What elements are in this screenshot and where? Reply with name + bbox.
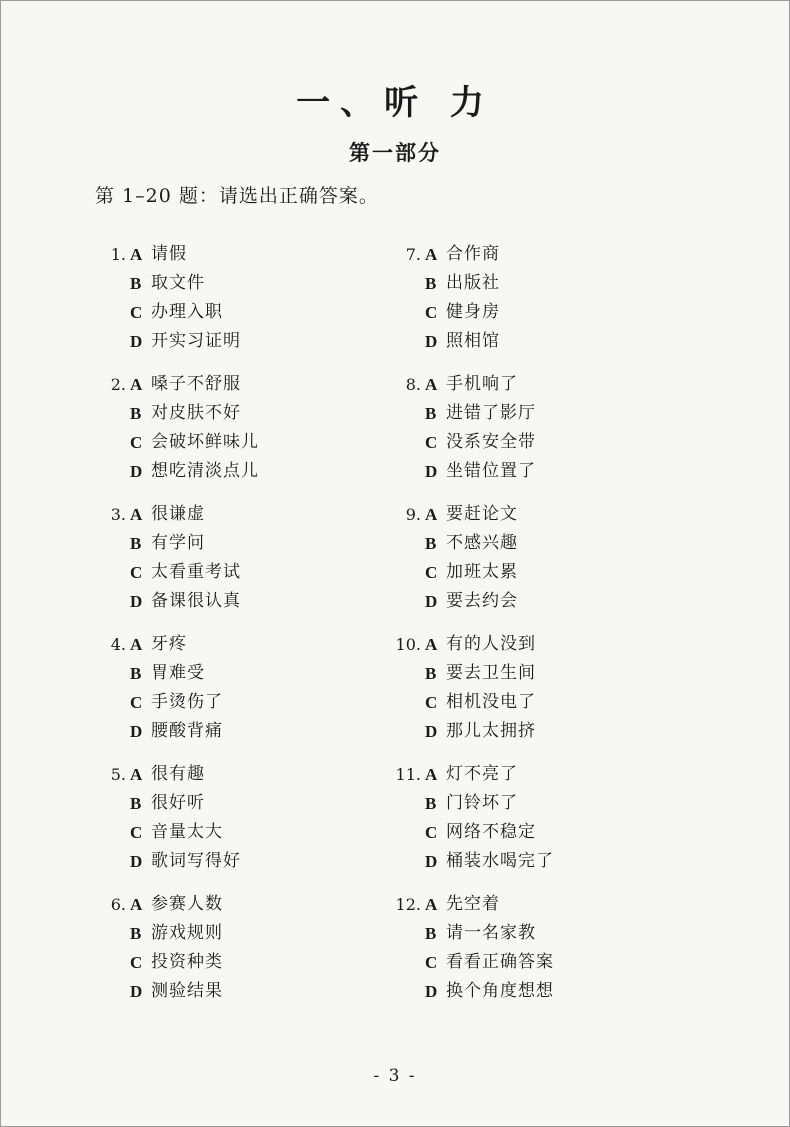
option-text: 合作商 <box>446 244 500 264</box>
option-letter: B <box>130 794 142 813</box>
option-letter: D <box>425 982 438 1001</box>
question-number: 3. <box>110 505 126 524</box>
option-letter: A <box>130 375 143 394</box>
option-letter: C <box>425 563 438 582</box>
option-text: 进错了影厅 <box>446 403 536 423</box>
option-letter: D <box>425 332 438 351</box>
option-letter: B <box>425 924 437 943</box>
option-text: 有的人没到 <box>446 634 536 654</box>
option-text: 加班太累 <box>446 562 518 582</box>
option-text: 想吃清淡点儿 <box>151 461 259 481</box>
option-letter: D <box>130 462 143 481</box>
option-text: 那儿太拥挤 <box>446 721 536 741</box>
option-text: 胃难受 <box>151 663 205 683</box>
option-letter: D <box>425 462 438 481</box>
option-text: 要去卫生间 <box>446 663 536 683</box>
option-letter: C <box>130 953 143 972</box>
option-letter: A <box>130 635 143 654</box>
option-letter: B <box>425 274 437 293</box>
option-letter: B <box>130 274 142 293</box>
option-letter: C <box>425 433 438 452</box>
option-text: 办理入职 <box>151 302 223 322</box>
question-number: 10. <box>395 635 421 654</box>
option-letter: C <box>425 953 438 972</box>
option-letter: B <box>425 404 437 423</box>
option-text: 健身房 <box>446 302 500 322</box>
option-text: 要去约会 <box>446 591 518 611</box>
part-title: 第一部分 <box>349 140 441 165</box>
option-letter: D <box>130 592 143 611</box>
option-text: 请假 <box>151 244 187 264</box>
option-text: 网络不稳定 <box>446 822 536 842</box>
question-number: 1. <box>110 245 126 264</box>
option-text: 灯不亮了 <box>446 764 518 784</box>
option-letter: D <box>130 982 143 1001</box>
section-title: 一、听 力 <box>296 83 494 123</box>
option-text: 很好听 <box>151 793 205 813</box>
question-number: 7. <box>405 245 421 264</box>
question-number: 5. <box>110 765 126 784</box>
option-text: 出版社 <box>446 273 500 293</box>
option-letter: A <box>130 245 143 264</box>
option-text: 取文件 <box>151 273 205 293</box>
option-text: 投资种类 <box>151 952 223 972</box>
option-text: 没系安全带 <box>446 432 536 452</box>
option-text: 不感兴趣 <box>446 533 518 553</box>
question-number: 11. <box>395 765 421 784</box>
option-text: 对皮肤不好 <box>151 403 241 423</box>
option-letter: A <box>425 765 438 784</box>
option-text: 参赛人数 <box>151 894 223 914</box>
page-number: - 3 - <box>373 1066 417 1086</box>
option-letter: B <box>425 664 437 683</box>
option-text: 开实习证明 <box>151 331 241 351</box>
option-letter: A <box>130 505 143 524</box>
option-text: 换个角度想想 <box>446 981 554 1001</box>
option-letter: C <box>130 693 143 712</box>
option-text: 很有趣 <box>151 764 205 784</box>
instructions: 第 1–20 题：请选出正确答案。 <box>95 185 379 207</box>
option-letter: B <box>425 794 437 813</box>
option-text: 桶装水喝完了 <box>446 851 554 871</box>
option-letter: C <box>425 303 438 322</box>
question-number: 6. <box>110 895 126 914</box>
option-text: 测验结果 <box>151 981 223 1001</box>
option-letter: D <box>130 722 143 741</box>
option-text: 牙疼 <box>151 634 187 654</box>
option-letter: B <box>130 664 142 683</box>
option-letter: C <box>425 823 438 842</box>
option-letter: A <box>425 895 438 914</box>
option-text: 手烫伤了 <box>151 692 223 712</box>
option-letter: B <box>130 924 142 943</box>
option-text: 先空着 <box>446 894 500 914</box>
option-letter: D <box>425 852 438 871</box>
option-letter: B <box>130 534 142 553</box>
option-letter: A <box>425 375 438 394</box>
option-letter: C <box>130 303 143 322</box>
option-text: 备课很认真 <box>151 591 241 611</box>
option-text: 音量太大 <box>151 822 223 842</box>
option-text: 游戏规则 <box>151 923 223 943</box>
option-letter: C <box>130 823 143 842</box>
option-letter: A <box>425 245 438 264</box>
option-text: 有学问 <box>151 533 205 553</box>
option-text: 坐错位置了 <box>446 461 536 481</box>
option-letter: C <box>130 563 143 582</box>
option-letter: C <box>130 433 143 452</box>
option-text: 手机响了 <box>446 374 518 394</box>
question-number: 8. <box>405 375 421 394</box>
option-text: 歌词写得好 <box>151 851 241 871</box>
option-letter: A <box>130 765 143 784</box>
question-number: 12. <box>395 895 421 914</box>
option-letter: B <box>425 534 437 553</box>
option-letter: D <box>425 592 438 611</box>
option-text: 腰酸背痛 <box>151 721 223 741</box>
question-number: 2. <box>110 375 126 394</box>
option-text: 照相馆 <box>446 331 500 351</box>
option-letter: D <box>130 852 143 871</box>
question-number: 9. <box>405 505 421 524</box>
option-letter: D <box>425 722 438 741</box>
option-text: 请一名家教 <box>446 923 536 943</box>
option-letter: D <box>130 332 143 351</box>
option-letter: C <box>425 693 438 712</box>
option-text: 门铃坏了 <box>446 793 518 813</box>
option-letter: B <box>130 404 142 423</box>
option-letter: A <box>130 895 143 914</box>
option-letter: A <box>425 635 438 654</box>
option-text: 要赶论文 <box>446 504 518 524</box>
option-text: 相机没电了 <box>446 692 536 712</box>
option-text: 会破坏鲜味儿 <box>151 432 259 452</box>
option-letter: A <box>425 505 438 524</box>
question-number: 4. <box>110 635 126 654</box>
option-text: 太看重考试 <box>151 562 241 582</box>
option-text: 很谦虚 <box>151 504 205 524</box>
option-text: 嗓子不舒服 <box>151 374 241 394</box>
option-text: 看看正确答案 <box>446 952 554 972</box>
